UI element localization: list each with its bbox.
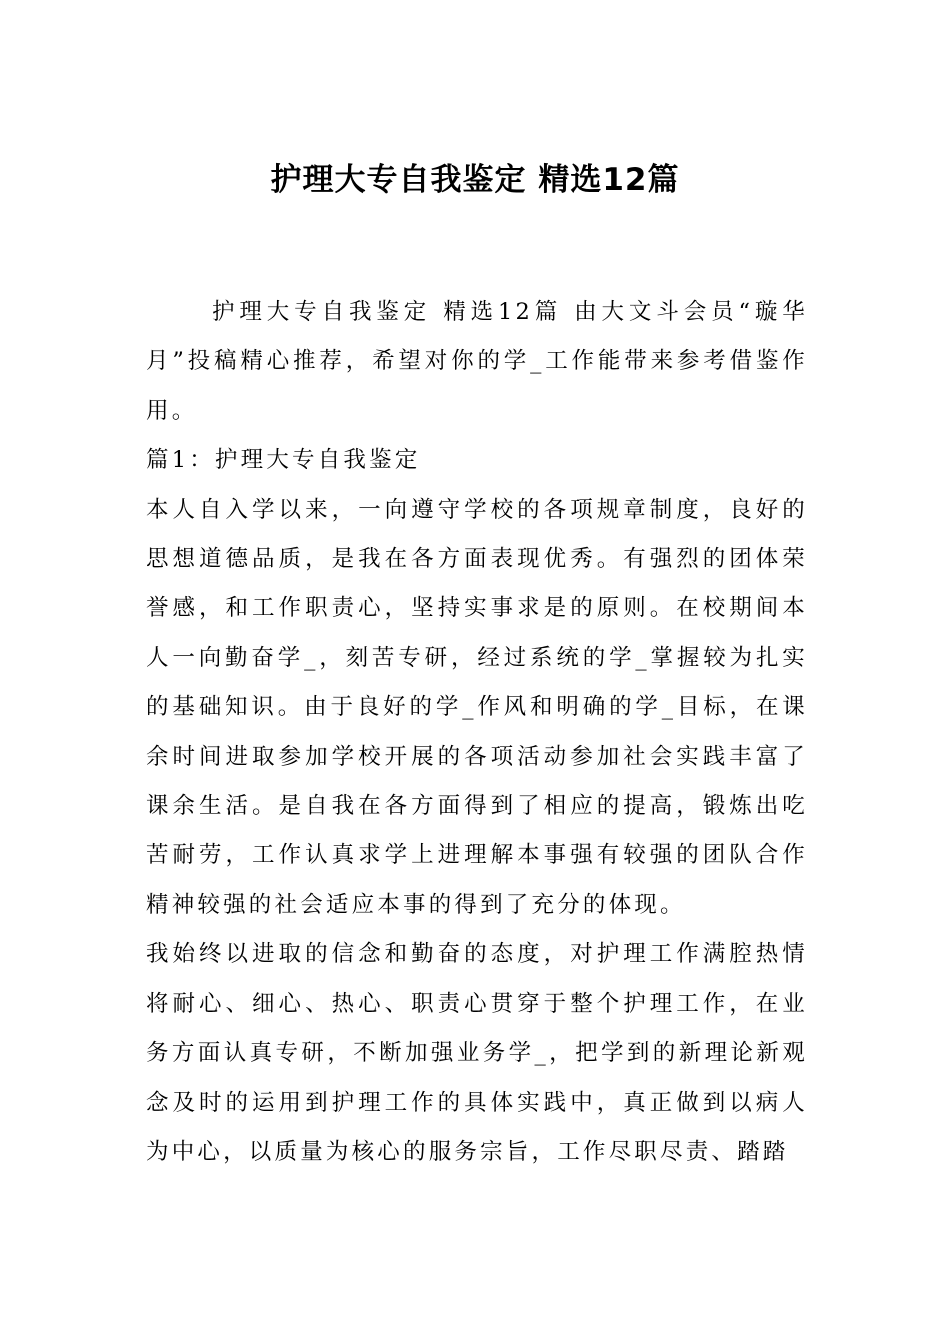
document-title: 护理大专自我鉴定 精选12篇 [270, 162, 680, 198]
body-paragraph: 我始终以进取的信念和勤奋的态度，对护理工作满腔热情将耐心、细心、热心、职责心贯穿于整个护理工作，在业务方面认真专研，不断加强业务学_，把学到的新理论新观念及时的运用到护理工作的具体实践中，真正做到以病人为中心，以质量为核心的服务宗旨，工作尽职尽责、踏踏 [146, 941, 808, 1165]
intro-paragraph: 护理大专自我鉴定 精选12篇 由大文斗会员“璇华月”投稿精心推荐，希望对你的学_工作能带来参考借鉴作用。 [146, 299, 808, 424]
section-heading: 篇1：护理大专自我鉴定 [146, 447, 421, 474]
document-body [146, 288, 808, 1177]
body-paragraph: 本人自入学以来，一向遵守学校的各项规章制度，良好的思想道德品质，是我在各方面表现优秀。有强烈的团体荣誉感，和工作职责心，坚持实事求是的原则。在校期间本人一向勤奋学_，刻苦专研，经过系统的学_掌握较为扎实的基础知识。由于良好的学_作风和明确的学_目标，在课余时间进取参加学校开展的各项活动参加社会实践丰富了课余生活。是自我在各方面得到了相应的提高，锻炼出吃苦耐劳，工作认真求学上进理解本事强有较强的团队合作精神较强的社会适应本事的得到了充分的体现。 [146, 496, 808, 918]
